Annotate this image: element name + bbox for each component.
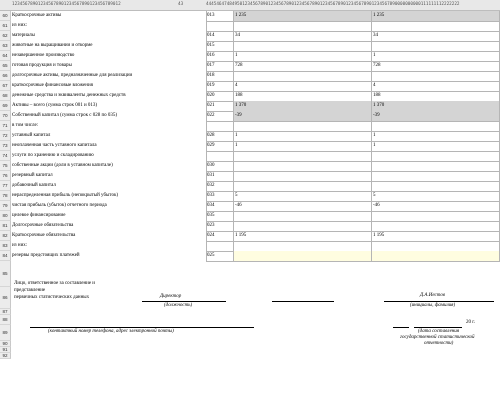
row-number[interactable]: 65 <box>0 61 11 71</box>
row-code: 028 <box>207 133 215 138</box>
row-number[interactable]: 92 <box>0 353 11 359</box>
row-number[interactable]: 64 <box>0 51 11 61</box>
responsible-label-3: первичных статистических данных <box>14 295 90 300</box>
row-code: 022 <box>207 113 215 118</box>
value-cell-previous[interactable]: -46 <box>373 203 380 208</box>
row-number[interactable]: 61 <box>0 21 11 31</box>
row-label: Собственный капитал (сумма строк с 028 по 035) <box>12 113 118 118</box>
value-cell-current[interactable]: 1 <box>235 133 238 138</box>
row-label: целевое финансирование <box>12 213 66 218</box>
row-number[interactable]: 87 <box>0 309 11 315</box>
value-cell-current[interactable]: 1 <box>235 53 238 58</box>
date-caption-1: (дата составления <box>418 329 460 334</box>
value-cell-previous[interactable]: 1 <box>373 53 376 58</box>
value-cell-previous[interactable]: 1 <box>373 143 376 148</box>
value-cell-current[interactable]: 1 195 <box>235 233 247 238</box>
row-number[interactable]: 86 <box>0 287 11 309</box>
row-number[interactable]: 80 <box>0 211 11 221</box>
column-scale-selected[interactable]: 43 <box>178 2 184 7</box>
date-value[interactable]: 20 г. <box>466 320 475 325</box>
row-divider <box>206 181 500 182</box>
row-label: Активы – всего (сумма строк 001 и 013) <box>12 103 98 108</box>
row-label: собственные акции (доли в уставном капитале) <box>12 163 113 168</box>
value-cell-current[interactable]: 1 <box>235 143 238 148</box>
column-scale-left[interactable]: 123456789012345678901234567890123456789012 <box>12 2 121 7</box>
value-cell-current[interactable]: 5 <box>235 193 238 198</box>
row-label: Долгосрочные обязательства <box>12 223 74 228</box>
responsible-label-2: представление <box>14 288 46 293</box>
position-value[interactable]: Директор <box>160 294 182 299</box>
row-number[interactable]: 67 <box>0 81 11 91</box>
row-divider <box>206 211 500 212</box>
row-number[interactable]: 62 <box>0 31 11 41</box>
row-divider <box>206 221 500 222</box>
position-line <box>142 301 226 302</box>
row-number[interactable]: 82 <box>0 231 11 241</box>
column-header-bar <box>0 0 500 11</box>
value-cell-previous[interactable]: 34 <box>373 33 378 38</box>
row-label: в том числе: <box>12 123 39 128</box>
column-scale-right[interactable]: 44454647484950123456789012345678901234567890123456789012345678901234567890000000000111111112222222 <box>206 2 460 7</box>
row-label: Краткосрочные обязательства <box>12 233 76 238</box>
row-code: 029 <box>207 143 215 148</box>
row-code: 032 <box>207 183 215 188</box>
row-label: долгосрочные активы, предназначенные для реализации <box>12 73 133 78</box>
row-code: 025 <box>207 253 215 258</box>
row-number[interactable]: 88 <box>0 315 11 325</box>
value-column-border <box>233 11 234 261</box>
row-code: 035 <box>207 213 215 218</box>
value-column-border <box>371 11 372 261</box>
row-code: 034 <box>207 203 215 208</box>
row-code: 024 <box>207 233 215 238</box>
value-cell-previous[interactable]: 5 <box>373 193 376 198</box>
value-cell-previous[interactable]: 728 <box>373 63 381 68</box>
row-code: 023 <box>207 223 215 228</box>
signature-line <box>272 301 334 302</box>
row-number[interactable]: 66 <box>0 71 11 81</box>
value-cell-previous[interactable]: -39 <box>373 113 380 118</box>
row-number[interactable]: 68 <box>0 91 11 101</box>
row-number[interactable]: 83 <box>0 241 11 251</box>
row-divider <box>206 161 500 162</box>
row-label: материалы <box>12 33 35 38</box>
row-number[interactable]: 70 <box>0 111 11 121</box>
row-number[interactable]: 85 <box>0 261 11 287</box>
highlighted-cell <box>371 251 500 261</box>
value-cell-previous[interactable]: 1 370 <box>373 103 385 108</box>
row-label: услуги по хранению и складированию <box>12 153 94 158</box>
row-number[interactable]: 84 <box>0 251 11 261</box>
name-caption: (инициалы, фамилия) <box>410 303 456 308</box>
date-caption-3: отчетности) <box>424 341 454 346</box>
row-number[interactable]: 77 <box>0 181 11 191</box>
row-label: готовая продукция и товары <box>12 63 72 68</box>
row-code: 031 <box>207 173 215 178</box>
highlighted-cell <box>233 251 371 261</box>
row-number[interactable]: 89 <box>0 325 11 341</box>
row-label: краткосрочные финансовые вложения <box>12 83 93 88</box>
row-number[interactable]: 91 <box>0 347 11 353</box>
row-code: 015 <box>207 43 215 48</box>
row-label: незавершенное производство <box>12 53 75 58</box>
row-label: из них: <box>12 243 28 248</box>
row-divider <box>206 71 500 72</box>
row-divider <box>206 121 500 122</box>
row-number[interactable]: 69 <box>0 101 11 111</box>
row-number[interactable]: 78 <box>0 191 11 201</box>
value-cell-previous[interactable]: 1 <box>373 133 376 138</box>
row-label: резервы предстоящих платежей <box>12 253 80 258</box>
responsible-label-1: Лицо, ответственное за составление и <box>14 281 95 286</box>
row-code: 013 <box>207 13 215 18</box>
row-code: 033 <box>207 193 215 198</box>
row-number[interactable]: 60 <box>0 11 11 21</box>
date-line-month <box>414 327 462 328</box>
row-label: Краткосрочные активы <box>12 13 62 18</box>
row-divider <box>206 41 500 42</box>
row-number[interactable]: 73 <box>0 141 11 151</box>
value-cell-previous[interactable]: 188 <box>373 93 381 98</box>
row-number[interactable]: 63 <box>0 41 11 51</box>
row-number[interactable]: 81 <box>0 221 11 231</box>
name-value[interactable]: Д.А.Иестов <box>420 293 445 298</box>
phone-caption: (контактный номер телефона, адрес электронной почты) <box>48 329 174 334</box>
row-code: 017 <box>207 63 215 68</box>
row-divider <box>206 21 500 22</box>
row-label: чистая прибыль (убыток) отчетного периода <box>12 203 107 208</box>
date-caption-2: государственной статистической <box>400 335 475 340</box>
row-label: денежные средства и эквиваленты денежных средств <box>12 93 126 98</box>
value-cell-current[interactable]: 728 <box>235 63 243 68</box>
row-code: 020 <box>207 93 215 98</box>
row-number[interactable]: 90 <box>0 341 11 347</box>
value-cell-current[interactable]: -46 <box>235 203 242 208</box>
row-label: уставный капитал <box>12 133 51 138</box>
date-line-day <box>393 327 409 328</box>
row-label: добавочный капитал <box>12 183 56 188</box>
row-label: нераспределенная прибыль (непокрытый убыток) <box>12 193 119 198</box>
value-cell-previous[interactable]: 1 195 <box>373 233 385 238</box>
phone-line <box>30 327 254 328</box>
value-cell-current[interactable]: 188 <box>235 93 243 98</box>
value-cell-current[interactable]: -39 <box>235 113 242 118</box>
row-code: 030 <box>207 163 215 168</box>
row-divider <box>206 241 500 242</box>
row-code: 016 <box>207 53 215 58</box>
row-label: неоплаченная часть уставного капитала <box>12 143 97 148</box>
value-cell-previous[interactable]: 4 <box>373 83 376 88</box>
row-number[interactable]: 72 <box>0 131 11 141</box>
code-column-border <box>206 11 207 261</box>
position-caption: (должность) <box>164 303 193 308</box>
row-divider <box>206 171 500 172</box>
value-cell-current[interactable]: 1 235 <box>235 13 247 18</box>
row-number[interactable]: 74 <box>0 151 11 161</box>
row-code: 021 <box>207 103 215 108</box>
value-cell-previous[interactable]: 1 235 <box>373 13 385 18</box>
value-cell-current[interactable]: 4 <box>235 83 238 88</box>
value-cell-current[interactable]: 1 370 <box>235 103 247 108</box>
row-number[interactable]: 76 <box>0 171 11 181</box>
row-code: 018 <box>207 73 215 78</box>
row-divider <box>206 261 500 262</box>
row-code: 014 <box>207 33 215 38</box>
name-line <box>384 301 494 302</box>
row-label: животные на выращивании и откорме <box>12 43 93 48</box>
row-number[interactable]: 71 <box>0 121 11 131</box>
row-label: резервный капитал <box>12 173 53 178</box>
row-number[interactable]: 75 <box>0 161 11 171</box>
row-divider <box>206 151 500 152</box>
row-code: 019 <box>207 83 215 88</box>
row-label: из них: <box>12 23 28 28</box>
value-cell-current[interactable]: 34 <box>235 33 240 38</box>
row-number[interactable]: 79 <box>0 201 11 211</box>
